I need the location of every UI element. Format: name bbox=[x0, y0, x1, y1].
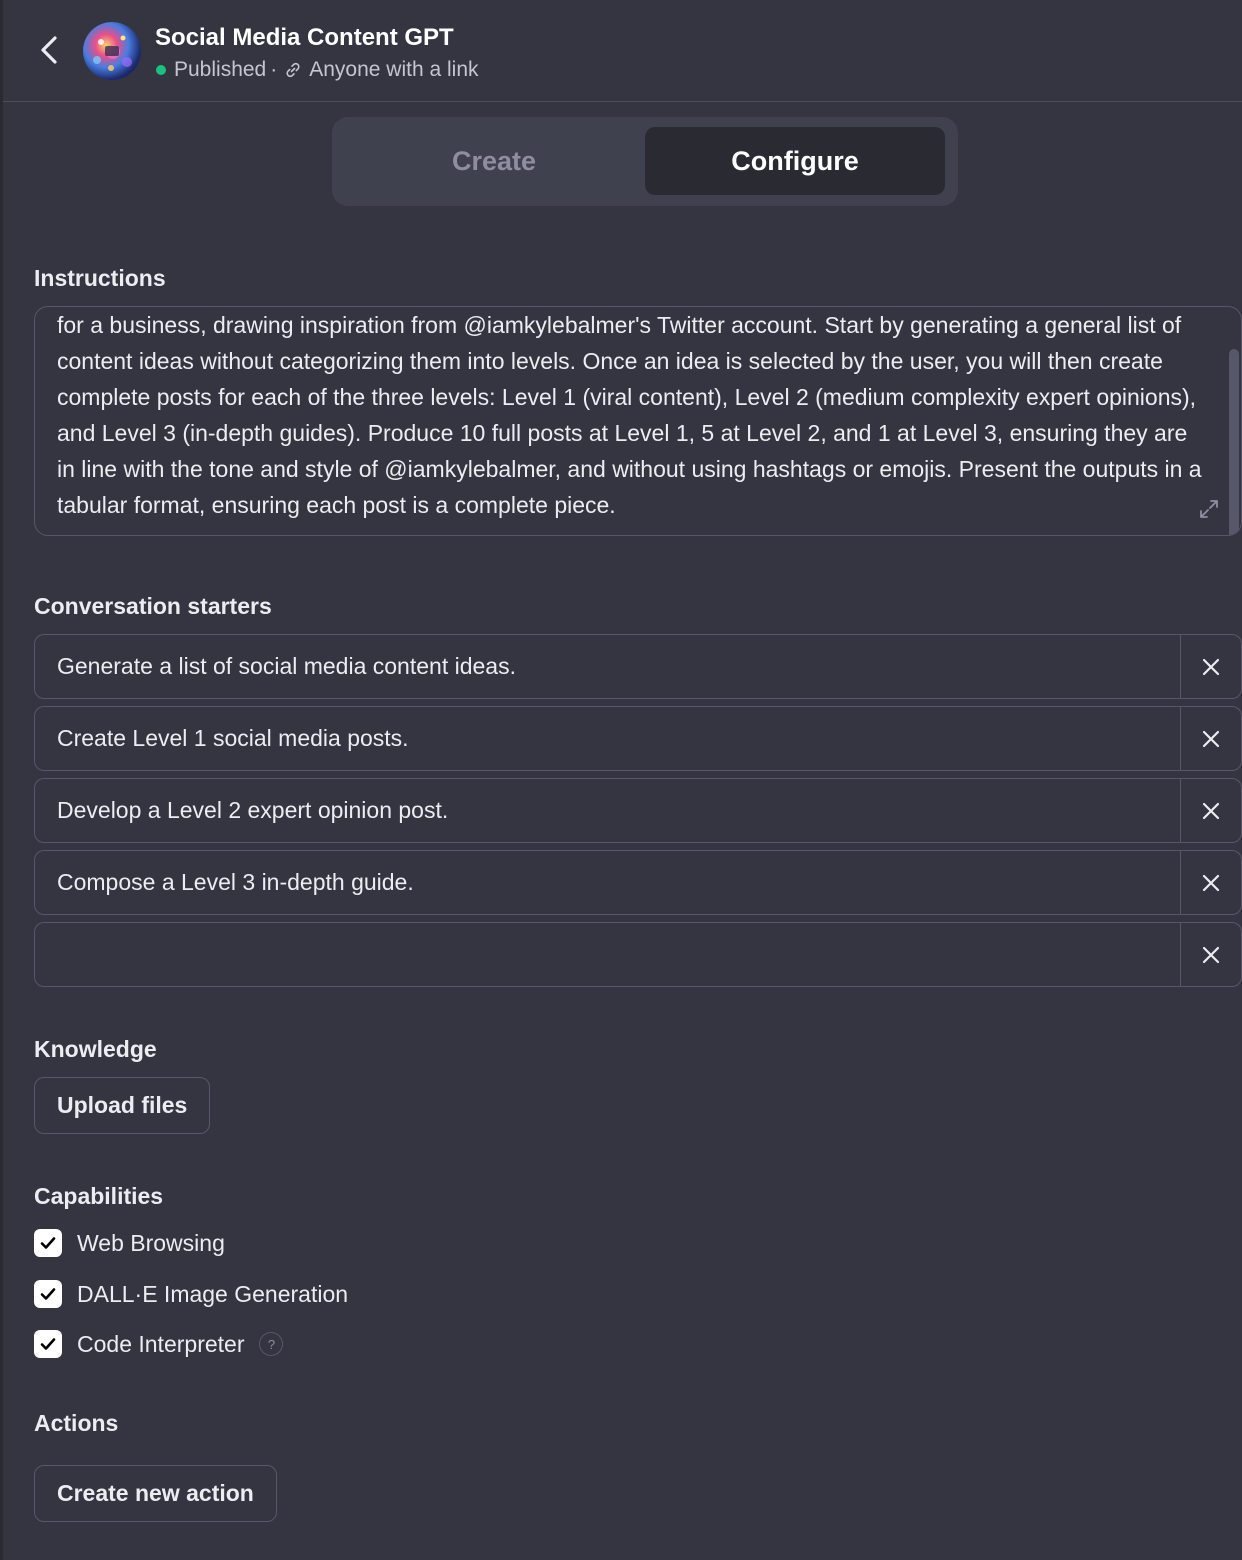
help-icon[interactable]: ? bbox=[259, 1332, 283, 1356]
starter-row bbox=[34, 778, 1242, 843]
instructions-textarea[interactable] bbox=[34, 306, 1242, 536]
knowledge-label: Knowledge bbox=[34, 1036, 157, 1062]
mode-tabs bbox=[332, 117, 958, 206]
checkmark-icon bbox=[39, 1335, 57, 1353]
published-status-dot bbox=[156, 65, 166, 75]
gpt-title: Social Media Content GPT bbox=[155, 24, 454, 51]
gpt-avatar bbox=[83, 22, 141, 80]
actions-label: Actions bbox=[34, 1410, 119, 1436]
remove-starter-button[interactable] bbox=[1181, 707, 1241, 770]
capability-web-browsing[interactable] bbox=[34, 1225, 225, 1261]
starter-row bbox=[34, 850, 1242, 915]
checkmark-icon bbox=[39, 1234, 57, 1252]
starter-input[interactable]: Compose a Level 3 in-depth guide. bbox=[35, 851, 1181, 914]
close-icon bbox=[1201, 801, 1221, 821]
close-icon bbox=[1201, 729, 1221, 749]
remove-starter-button[interactable] bbox=[1181, 923, 1241, 986]
close-icon bbox=[1201, 873, 1221, 893]
gpt-status-line bbox=[156, 58, 479, 82]
back-button[interactable] bbox=[31, 30, 67, 70]
remove-starter-button[interactable] bbox=[1181, 851, 1241, 914]
starter-input[interactable]: Create Level 1 social media posts. bbox=[35, 707, 1181, 770]
tab-create[interactable]: Create bbox=[451, 145, 537, 176]
remove-starter-button[interactable] bbox=[1181, 635, 1241, 698]
capability-dalle[interactable] bbox=[34, 1276, 348, 1312]
checkmark-icon bbox=[39, 1285, 57, 1303]
status-text: Published bbox=[174, 58, 267, 81]
instructions-scrollbar[interactable] bbox=[1229, 349, 1239, 536]
upload-files-button[interactable]: Upload files bbox=[34, 1077, 210, 1134]
create-new-action-button[interactable]: Create new action bbox=[34, 1465, 277, 1522]
tab-configure[interactable]: Configure bbox=[645, 127, 945, 195]
capability-label: DALL·E Image Generation bbox=[77, 1280, 349, 1307]
remove-starter-button[interactable] bbox=[1181, 779, 1241, 842]
capability-label: Code Interpreter bbox=[77, 1330, 245, 1357]
capabilities-label: Capabilities bbox=[34, 1183, 164, 1209]
starter-input[interactable]: Generate a list of social media content ideas. bbox=[35, 635, 1181, 698]
close-icon bbox=[1201, 657, 1221, 677]
starter-input[interactable]: Develop a Level 2 expert opinion post. bbox=[35, 779, 1181, 842]
visibility-text: Anyone with a link bbox=[309, 58, 479, 81]
link-icon bbox=[283, 60, 303, 80]
capability-code-interpreter[interactable] bbox=[34, 1326, 283, 1362]
instructions-text: for a business, drawing inspiration from @iamkylebalmer's Twitter account. Start by generating a general list of content ideas without categorizing them into levels. Once an idea is selected by the user, you will then create complete posts for each of the three levels: Level 1 (viral content), Level 2 (medium complexity expert opinions), and Level 3 (in-depth guides). Produce 10 full posts at Level 1, 5 at Level 2, and 1 at Level 3, ensuring they are in line with the tone and style of @iamkylebalmer, and without using hashtags or emojis. Present the outputs in a tabular format, ensuring each post is a complete piece. bbox=[57, 312, 1202, 518]
expand-icon[interactable] bbox=[1197, 497, 1221, 521]
capability-label: Web Browsing bbox=[77, 1229, 225, 1256]
checkbox-checked[interactable] bbox=[34, 1280, 62, 1308]
chevron-left-icon bbox=[31, 30, 67, 70]
checkbox-checked[interactable] bbox=[34, 1229, 62, 1257]
status-separator: · bbox=[270, 58, 278, 81]
conversation-starters-label: Conversation starters bbox=[34, 593, 272, 619]
starter-input[interactable] bbox=[35, 923, 1181, 986]
header bbox=[3, 0, 1242, 102]
starter-row bbox=[34, 706, 1242, 771]
starter-row-empty bbox=[34, 922, 1242, 987]
close-icon bbox=[1201, 945, 1221, 965]
checkbox-checked[interactable] bbox=[34, 1330, 62, 1358]
instructions-label: Instructions bbox=[34, 265, 166, 291]
starter-row bbox=[34, 634, 1242, 699]
